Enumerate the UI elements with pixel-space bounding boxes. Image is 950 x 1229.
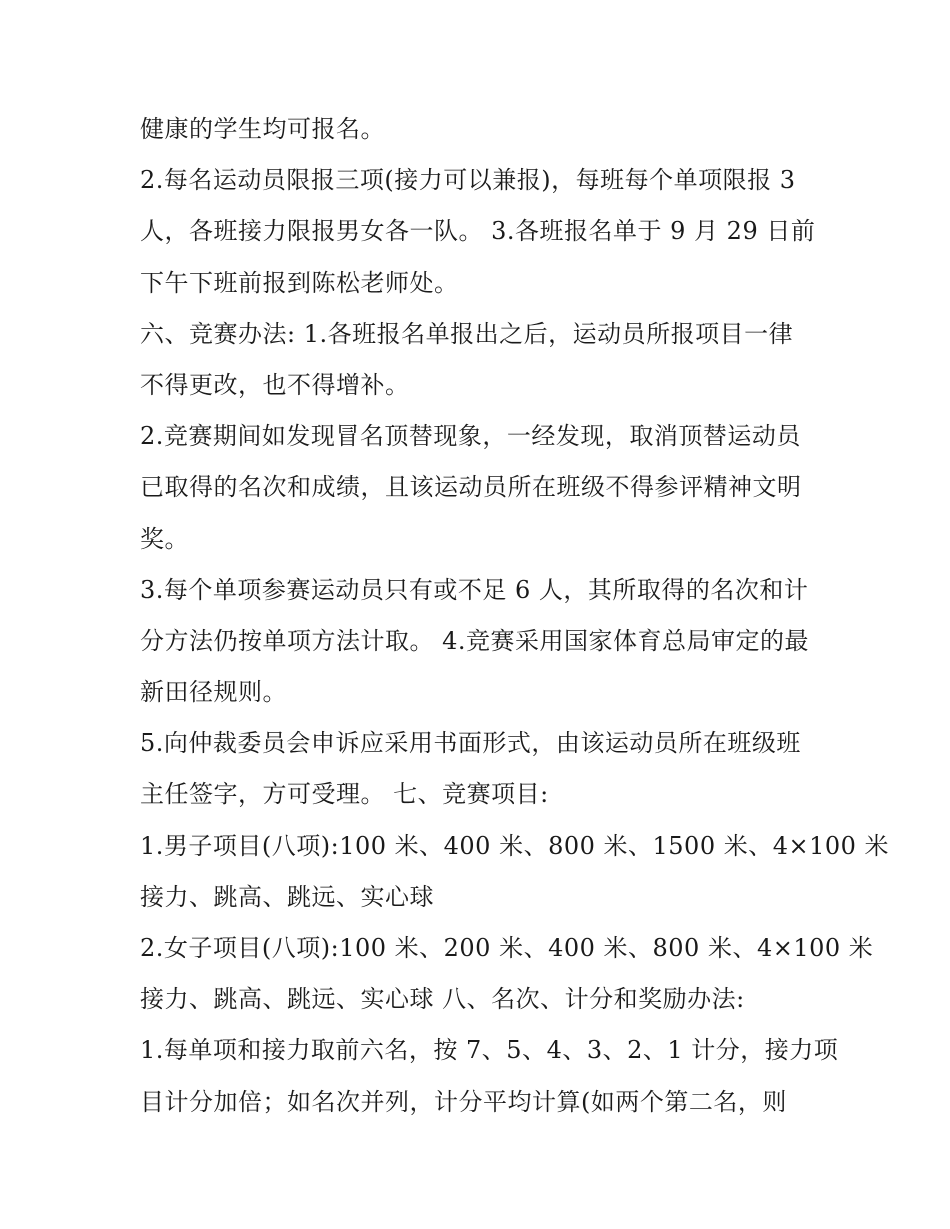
text-line: 下午下班前报到陈松老师处。 <box>140 268 459 297</box>
text-line: 奖。 <box>140 524 189 553</box>
text-line: 5.向仲裁委员会申诉应采用书面形式，由该运动员所在班级班 <box>140 729 801 758</box>
text-line: 接力、跳高、跳远、实心球 <box>140 882 434 911</box>
text-line: 分方法仍按单项方法计取。 4.竞赛采用国家体育总局审定的最 <box>140 626 810 655</box>
document-body <box>140 104 890 1128</box>
text-line: 2.女子项目(八项):100 米、200 米、400 米、800 米、4×100 米 <box>140 934 874 962</box>
text-line: 不得更改，也不得增补。 <box>140 370 410 399</box>
text-line: 已取得的名次和成绩，且该运动员所在班级不得参评精神文明 <box>140 473 802 502</box>
text-line: 人，各班接力限报男女各一队。 3.各班报名单于 9 月 29 日前 <box>140 217 816 246</box>
text-line: 健康的学生均可报名。 <box>140 115 385 143</box>
text-line: 1.男子项目(八项):100 米、400 米、800 米、1500 米、4×100 米 <box>140 831 890 860</box>
text-line: 2.每名运动员限报三项(接力可以兼报)，每班每个单项限报 3 <box>140 166 796 195</box>
text-line: 1.每单项和接力取前六名，按 7、5、4、3、2、1 计分，接力项 <box>140 1036 839 1065</box>
text-line: 新田径规则。 <box>140 678 287 707</box>
text-line: 主任签字，方可受理。 七、竞赛项目: <box>140 780 549 809</box>
text-line: 目计分加倍；如名次并列，计分平均计算(如两个第二名，则 <box>140 1087 787 1116</box>
text-line: 接力、跳高、跳远、实心球 八、名次、计分和奖励办法: <box>140 985 745 1014</box>
text-line: 六、竞赛办法: 1.各班报名单报出之后，运动员所报项目一律 <box>140 319 794 348</box>
text-line: 2.竞赛期间如发现冒名顶替现象，一经发现，取消顶替运动员 <box>140 422 801 451</box>
text-line: 3.每个单项参赛运动员只有或不足 6 人，其所取得的名次和计 <box>140 575 809 604</box>
